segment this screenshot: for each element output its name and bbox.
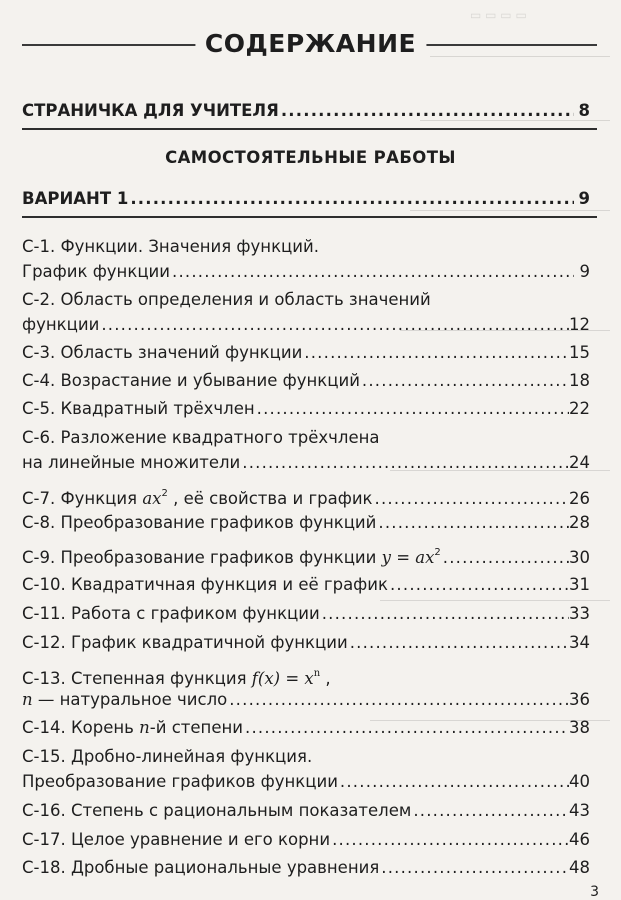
contents-heading: [0, 28, 621, 60]
toc-entry-c15-line1: С-15. Дробно-линейная функция.: [22, 747, 313, 766]
toc-page-number: 9: [579, 262, 590, 281]
toc-page-number: 43: [569, 801, 590, 820]
leader-dots: [411, 801, 569, 821]
toc-page-number: 15: [569, 343, 590, 362]
toc-page-number: 46: [569, 830, 590, 849]
toc-entry-variant[interactable]: [22, 189, 590, 209]
toc-page-number: 24: [569, 453, 590, 472]
toc-entry-c2-line1: С-2. Область определения и область значений: [22, 290, 431, 309]
leader-dots: [376, 513, 569, 533]
toc-page-number: 38: [569, 718, 590, 737]
toc-page-number: 48: [569, 858, 590, 877]
toc-page-number: 22: [569, 399, 590, 418]
leader-dots: [379, 858, 569, 878]
toc-entry-c17[interactable]: С-17. Целое уравнение и его корни ..... 46: [22, 830, 590, 850]
leader-dots: [348, 633, 569, 653]
leader-dots: [128, 189, 574, 209]
toc-entry-c2[interactable]: функции ..... 12: [22, 315, 590, 335]
toc-entry-c16[interactable]: С-16. Степень с рациональным показателем ..... 43: [22, 801, 590, 821]
toc-page-number: 9: [578, 189, 590, 208]
toc-entry-c9[interactable]: С-9. Преобразование графиков функции $y = ax^2$ ..... 30: [22, 543, 590, 568]
leader-dots: [279, 101, 574, 121]
divider: [22, 216, 597, 218]
section-heading: САМОСТОЯТЕЛЬНЫЕ РАБОТЫ: [165, 148, 456, 167]
toc-page-number: 34: [569, 633, 590, 652]
toc-entry-c14[interactable]: С-14. Корень n-й степени ..... 38: [22, 718, 590, 738]
toc-entry-c11[interactable]: С-11. Работа с графиком функции ..... 33: [22, 604, 590, 624]
toc-entry-c1[interactable]: График функции ..... 9: [22, 262, 590, 282]
toc-entry-c15[interactable]: Преобразование графиков функции ..... 40: [22, 772, 590, 792]
leader-dots: [170, 262, 574, 282]
toc-page-number: 18: [569, 371, 590, 390]
show-through-texture: ▭ ▭ ▭ ▭: [0, 0, 621, 900]
toc-page-number: 33: [569, 604, 590, 623]
leader-dots: [99, 315, 569, 335]
leader-dots: [255, 399, 569, 419]
page-folio: 3: [590, 884, 599, 900]
toc-page-number: 28: [569, 513, 590, 532]
toc-entry-c6[interactable]: на линейные множители ..... 24: [22, 453, 590, 473]
toc-page-number: 31: [569, 575, 590, 594]
leader-dots: [360, 371, 569, 391]
toc-entry-c4[interactable]: С-4. Возрастание и убывание функций ..... 18: [22, 371, 590, 391]
toc-entry-c10[interactable]: С-10. Квадратичная функция и её график ..... 31: [22, 575, 590, 595]
toc-entry-label: ВАРИАНТ 1: [22, 189, 129, 208]
toc-page-number: 30: [569, 548, 590, 567]
leader-dots: [240, 453, 569, 473]
leader-dots: [302, 343, 569, 363]
toc-entry-c5[interactable]: С-5. Квадратный трёхчлен ..... 22: [22, 399, 590, 419]
leader-dots: [373, 489, 569, 509]
toc-entry-c13[interactable]: n — натуральное число ..... 36: [22, 690, 590, 710]
leader-dots: [388, 575, 569, 595]
toc-entry-c6-line1: С-6. Разложение квадратного трёхчлена: [22, 428, 380, 447]
leader-dots: [330, 830, 569, 850]
leader-dots: [320, 604, 569, 624]
toc-entry-c1-line1: С-1. Функции. Значения функций.: [22, 237, 319, 256]
toc-entry-c12[interactable]: С-12. График квадратичной функции ..... 34: [22, 633, 590, 653]
toc-page-number: 8: [578, 101, 590, 120]
page-title: СОДЕРЖАНИЕ: [195, 28, 426, 60]
toc-page-number: 40: [569, 772, 590, 791]
toc-entry-c3[interactable]: С-3. Область значений функции ..... 15: [22, 343, 590, 363]
leader-dots: [441, 548, 569, 568]
toc-page-number: 36: [569, 690, 590, 709]
toc-page-number: 26: [569, 489, 590, 508]
toc-entry-c13-line1: С-13. Степенная функция $f(x) = x^n$ ,: [22, 668, 331, 688]
toc-entry-c18[interactable]: С-18. Дробные рациональные уравнения ..... 48: [22, 858, 590, 878]
leader-dots: [338, 772, 569, 792]
toc-entry-c8[interactable]: С-8. Преобразование графиков функций ..... 28: [22, 513, 590, 533]
toc-entry-teacher[interactable]: [22, 101, 590, 121]
toc-page-number: 12: [569, 315, 590, 334]
leader-dots: [227, 690, 569, 710]
toc-entry-c7[interactable]: С-7. Функция $ax^2$ , её свойства и график ..... 26: [22, 484, 590, 509]
toc-entry-label: СТРАНИЧКА ДЛЯ УЧИТЕЛЯ: [22, 101, 279, 120]
leader-dots: [243, 718, 569, 738]
divider: [22, 128, 597, 130]
